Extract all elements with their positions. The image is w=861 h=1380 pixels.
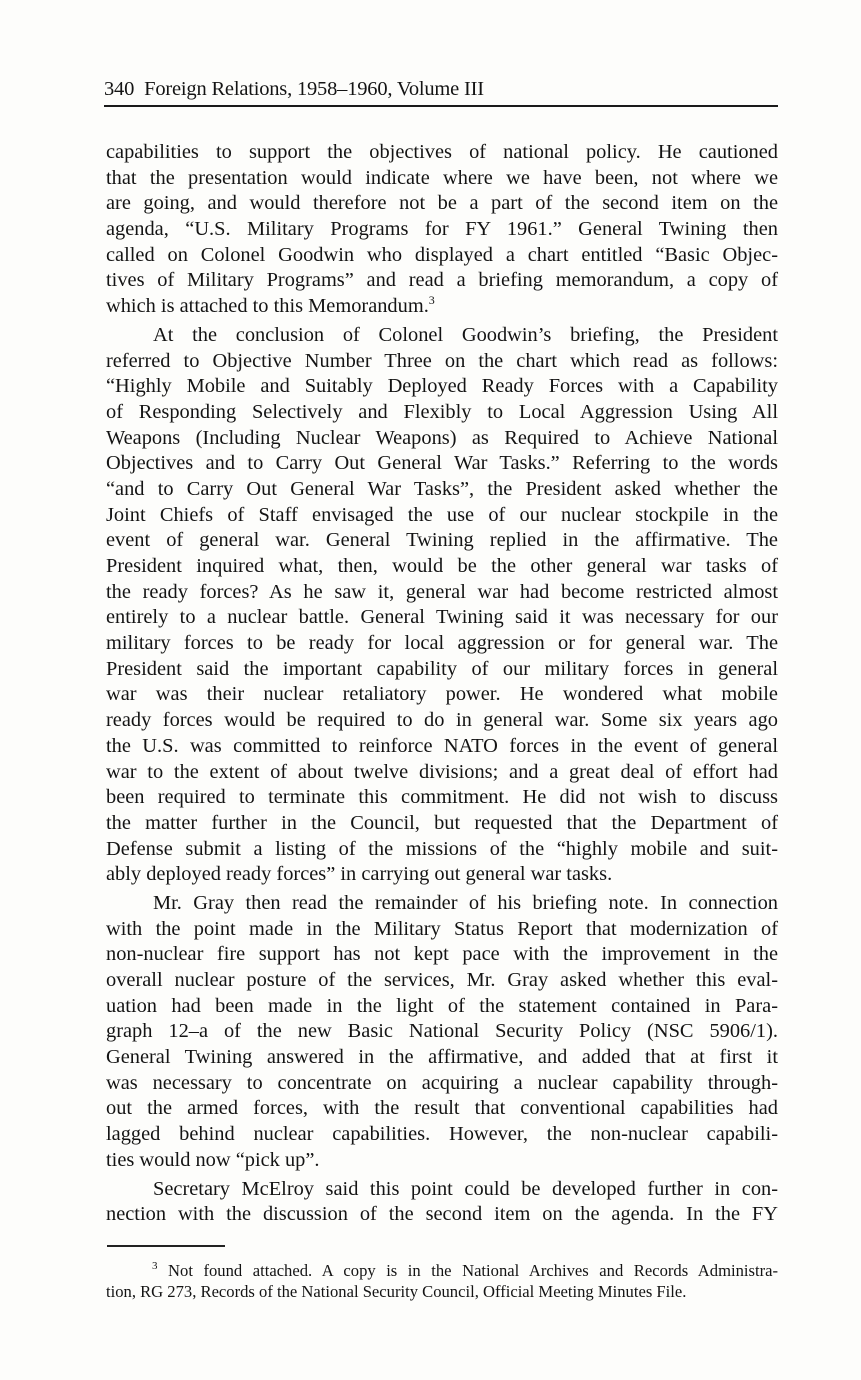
- text-line: graph 12–a of the new Basic National Security Policy (NSC 5906/1).: [106, 1020, 778, 1043]
- footnote-line: tion, RG 273, Records of the National Security Council, Official Meeting Minutes File.: [106, 1282, 687, 1301]
- footnote: [106, 1260, 778, 1302]
- text-line: Weapons (Including Nuclear Weapons) as Required to Achieve National: [106, 426, 778, 449]
- footnote-reference[interactable]: 3: [428, 293, 435, 308]
- text-line: “Highly Mobile and Suitably Deployed Ready Forces with a Capability: [106, 375, 778, 398]
- page-number: 340: [104, 78, 135, 100]
- text-line: lagged behind nuclear capabilities. However, the non-nuclear capabili-: [106, 1123, 778, 1146]
- paragraph: [106, 140, 778, 320]
- footnote-line: [106, 1260, 778, 1281]
- paragraph: [106, 1177, 778, 1228]
- text-line: Mr. Gray then read the remainder of his briefing note. In connection: [153, 891, 778, 914]
- text-line: the ready forces? As he saw it, general war had become restricted almost: [106, 580, 778, 603]
- text-line: out the armed forces, with the result that conventional capabilities had: [106, 1097, 778, 1120]
- text-line: referred to Objective Number Three on the chart which read as follows:: [106, 349, 778, 372]
- text-line: capabilities to support the objectives of national policy. He cautioned: [106, 141, 778, 163]
- text-line: At the conclusion of Colonel Goodwin’s briefing, the President: [153, 323, 778, 346]
- paragraph: [106, 891, 778, 1174]
- text-line: military forces to be ready for local aggression or for general war. The: [106, 632, 778, 655]
- text-line: Joint Chiefs of Staff envisaged the use of our nuclear stockpile in the: [106, 503, 778, 526]
- header-rule: [104, 105, 778, 107]
- text-line: the matter further in the Council, but requested that the Department of: [106, 811, 778, 834]
- text-line: “and to Carry Out General War Tasks”, the President asked whether the: [106, 477, 778, 500]
- text-line: Defense submit a listing of the missions of the “highly mobile and suit-: [106, 837, 778, 860]
- text-line: ties would now “pick up”.: [106, 1148, 320, 1171]
- text-line: uation had been made in the light of the statement contained in Para-: [106, 994, 778, 1017]
- text-line: ably deployed ready forces” in carrying out general war tasks.: [106, 863, 613, 886]
- text-line: ready forces would be required to do in general war. Some six years ago: [106, 709, 778, 732]
- text-line: Objectives and to Carry Out General War Tasks.” Referring to the words: [106, 452, 778, 475]
- text-line: General Twining answered in the affirmative, and added that at first it: [106, 1046, 778, 1069]
- footnote-marker: 3: [152, 1260, 158, 1272]
- text-line: Secretary McElroy said this point could be developed further in con-: [153, 1177, 778, 1200]
- text-line: tives of Military Programs” and read a briefing memorandum, a copy of: [106, 269, 778, 292]
- text-line: are going, and would therefore not be a part of the second item on the: [106, 192, 778, 215]
- text-line: President said the important capability of our military forces in general: [106, 657, 778, 680]
- text-line: war to the extent of about twelve divisions; and a great deal of effort had: [106, 760, 778, 783]
- text-line: that the presentation would indicate where we have been, not where we: [106, 166, 778, 189]
- running-title: Foreign Relations, 1958–1960, Volume III: [144, 78, 484, 100]
- footnote-text: Not found attached. A copy is in the National Archives and Records Administra-: [168, 1261, 778, 1280]
- text-line: been required to terminate this commitment. He did not wish to discuss: [106, 786, 778, 809]
- text-line: non-nuclear fire support has not kept pace with the improvement in the: [106, 943, 778, 966]
- text-line: called on Colonel Goodwin who displayed a chart entitled “Basic Objec-: [106, 243, 778, 266]
- text-line: with the point made in the Military Status Report that modernization of: [106, 917, 778, 940]
- text-line: the U.S. was committed to reinforce NATO forces in the event of general: [106, 734, 778, 757]
- text-line: agenda, “U.S. Military Programs for FY 1961.” General Twining then: [106, 218, 778, 241]
- running-header: [104, 78, 778, 101]
- text-line: was necessary to concentrate on acquiring a nuclear capability through-: [106, 1071, 778, 1094]
- text-line: of Responding Selectively and Flexibly to Local Aggression Using All: [106, 400, 778, 423]
- text-line: overall nuclear posture of the services, Mr. Gray asked whether this eval-: [106, 969, 778, 991]
- text-line: entirely to a nuclear battle. General Twining said it was necessary for our: [106, 606, 778, 629]
- footnote-rule: [107, 1245, 225, 1247]
- text-line: President inquired what, then, would be the other general war tasks of: [106, 555, 778, 577]
- text-line: event of general war. General Twining replied in the affirmative. The: [106, 529, 778, 552]
- paragraph: [106, 323, 778, 888]
- text-line: [106, 294, 778, 320]
- text-line-content: which is attached to this Memorandum.: [106, 295, 429, 318]
- text-line: war was their nuclear retaliatory power. He wondered what mobile: [106, 683, 778, 706]
- body-text: [106, 140, 778, 1228]
- text-line: nection with the discussion of the second item on the agenda. In the FY: [106, 1203, 778, 1226]
